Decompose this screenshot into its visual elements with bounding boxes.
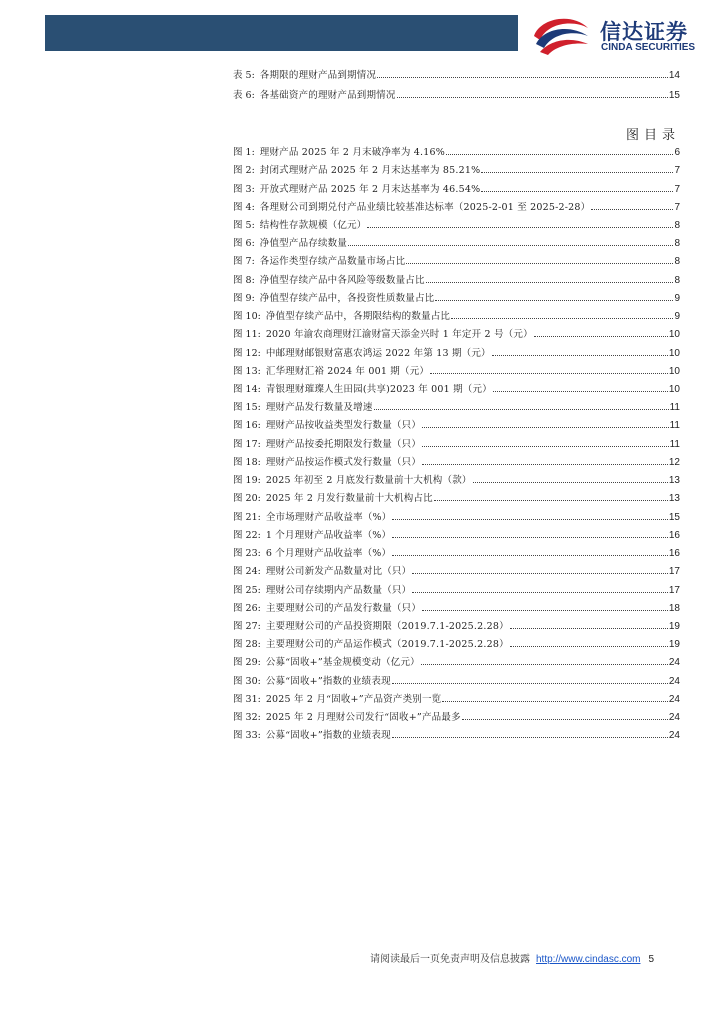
- toc-title: 各运作类型存续产品数量市场占比: [259, 256, 406, 268]
- toc-label: 图 2:: [233, 165, 255, 177]
- toc-leader: [422, 453, 668, 465]
- toc-leader: [377, 66, 668, 78]
- toc-page: 12: [668, 456, 680, 468]
- toc-title: 全市场理财产品收益率（%）: [265, 511, 392, 523]
- toc-entry-figure-7[interactable]: [233, 252, 680, 269]
- toc-title: 汇华理财汇裕 2024 年 001 期（元）: [265, 365, 430, 377]
- toc-entry-figure-20[interactable]: [233, 489, 680, 506]
- toc-page: 24: [668, 712, 680, 724]
- toc-leader: [406, 252, 673, 264]
- toc-leader: [422, 416, 669, 428]
- header-band: [45, 15, 518, 51]
- toc-label: 图 4:: [233, 201, 255, 213]
- toc-label: 图 24:: [233, 566, 261, 578]
- toc-entry-figure-30[interactable]: [233, 672, 680, 689]
- toc-entry-figure-15[interactable]: [233, 398, 680, 415]
- toc-leader: [591, 198, 673, 210]
- toc-title: 主要理财公司的产品投资期限（2019.7.1-2025.2.28）: [265, 621, 509, 632]
- toc-page: 11: [669, 438, 680, 450]
- toc-entry-figure-31[interactable]: [233, 690, 680, 707]
- toc-leader: [412, 581, 668, 593]
- toc-page: 7: [674, 183, 680, 195]
- toc-page: 7: [674, 201, 680, 213]
- toc-entry-figure-33[interactable]: [233, 726, 680, 743]
- toc-entry-figure-21[interactable]: [233, 508, 680, 525]
- toc-entry-figure-26[interactable]: [233, 599, 680, 616]
- toc-title: 公募“固收+”指数的业绩表现: [265, 730, 391, 742]
- toc-page: 15: [668, 90, 680, 101]
- toc-label: 图 20:: [233, 493, 261, 505]
- toc-label: 图 12:: [233, 347, 261, 359]
- toc-page: 24: [668, 657, 680, 669]
- toc-title: 1 个月理财产品收益率（%）: [265, 529, 392, 541]
- toc-label: 图 18:: [233, 456, 261, 468]
- toc-title: 2025 年 2 月发行数量前十大机构占比: [265, 493, 433, 505]
- toc-label: 图 23:: [233, 548, 261, 560]
- toc-page: 17: [668, 584, 680, 596]
- toc-entry-figure-17[interactable]: [233, 435, 680, 452]
- toc-leader: [392, 544, 668, 556]
- toc-entry-figure-32[interactable]: [233, 708, 680, 725]
- toc-label: 图 15:: [233, 402, 261, 414]
- toc-page: 14: [668, 70, 680, 81]
- toc-leader: [510, 635, 668, 647]
- toc-entry-figure-2[interactable]: [233, 161, 680, 178]
- toc-page: 19: [668, 639, 680, 651]
- toc-title: 2020 年渝农商理财江渝财富天添金兴时 1 年定开 2 号（元）: [265, 329, 533, 341]
- toc-title: 理财产品发行数量及增速: [265, 402, 373, 414]
- toc-label: 图 10:: [233, 311, 261, 323]
- toc-leader: [473, 471, 668, 483]
- toc-page: 18: [668, 602, 680, 614]
- toc-entry-figure-12[interactable]: [233, 344, 680, 361]
- toc-label: 图 21:: [233, 511, 261, 523]
- toc-leader: [421, 653, 668, 665]
- toc-page: 10: [668, 347, 680, 359]
- toc-leader: [435, 289, 673, 301]
- toc-entry-figure-19[interactable]: [233, 471, 680, 488]
- toc-label: 图 11:: [233, 329, 261, 341]
- toc-page: 11: [669, 402, 680, 414]
- toc-entry-table-5[interactable]: [233, 66, 680, 83]
- toc-title: 封闭式理财产品 2025 年 2 月末达基率为 85.21%: [259, 165, 481, 177]
- toc-entry-figure-1[interactable]: [233, 143, 680, 160]
- toc-leader: [392, 508, 667, 520]
- toc-leader: [434, 489, 668, 501]
- company-logo: [530, 14, 710, 56]
- toc-title: 理财公司存续期内产品数量（只）: [265, 584, 412, 596]
- toc-page: 9: [674, 292, 680, 304]
- logo-name-cn: 信达证券: [600, 20, 688, 44]
- toc-entry-figure-23[interactable]: [233, 544, 680, 561]
- toc-entry-figure-22[interactable]: [233, 526, 680, 543]
- toc-leader: [392, 526, 668, 538]
- toc-title: 结构性存款规模（亿元）: [259, 219, 367, 231]
- toc-label: 图 9:: [233, 292, 255, 304]
- toc-title: 理财产品按收益类型发行数量（只）: [265, 420, 422, 432]
- toc-label: 图 7:: [233, 256, 255, 268]
- toc-label: 图 13:: [233, 365, 261, 377]
- toc-title: 各理财公司到期兑付产品业绩比较基准达标率（2025-2-01 至 2025-2-28）: [259, 201, 591, 213]
- toc-label: 表 6:: [233, 90, 255, 101]
- toc-leader: [430, 362, 668, 374]
- toc-label: 图 33:: [233, 730, 261, 742]
- toc-leader: [446, 143, 673, 155]
- toc-leader: [534, 325, 668, 337]
- toc-page: 24: [668, 675, 680, 687]
- toc-leader: [510, 617, 668, 629]
- toc-entry-figure-10[interactable]: [233, 307, 680, 324]
- toc-entry-figure-16[interactable]: [233, 416, 680, 433]
- toc-leader: [422, 435, 669, 447]
- toc-title: 各期限的理财产品到期情况: [259, 70, 377, 81]
- toc-entry-figure-5[interactable]: [233, 216, 680, 233]
- toc-label: 图 14:: [233, 384, 261, 395]
- toc-leader: [412, 562, 668, 574]
- toc-entry-figure-3[interactable]: [233, 180, 680, 197]
- figure-index-heading: 图目录: [626, 128, 681, 143]
- toc-title: 净值型存续产品中，各投资性质数量占比: [259, 292, 435, 304]
- toc-label: 图 5:: [233, 219, 255, 231]
- toc-entry-figure-13[interactable]: [233, 362, 680, 379]
- toc-entry-figure-28[interactable]: [233, 635, 680, 652]
- toc-page: 8: [674, 238, 680, 250]
- toc-page: 24: [668, 730, 680, 742]
- toc-page: 24: [668, 693, 680, 705]
- toc-title: 公募“固收+”基金规模变动（亿元）: [265, 657, 420, 669]
- toc-leader: [374, 398, 669, 410]
- toc-entry-table-6[interactable]: [233, 86, 680, 103]
- toc-label: 图 19:: [233, 475, 261, 487]
- toc-leader: [442, 690, 668, 702]
- toc-label: 图 30:: [233, 675, 261, 687]
- toc-leader: [392, 672, 668, 684]
- toc-leader: [481, 180, 673, 192]
- toc-page: 13: [668, 475, 680, 487]
- footer-disclaimer: 请阅读最后一页免责声明及信息披露: [370, 954, 530, 965]
- toc-page: 16: [668, 548, 680, 560]
- toc-title: 2025 年 2 月“固收+”产品资产类别一览: [265, 693, 442, 705]
- toc-title: 主要理财公司的产品发行数量（只）: [265, 602, 422, 614]
- toc-label: 图 32:: [233, 712, 261, 724]
- toc-title: 净值型存续产品中各风险等级数量占比: [259, 274, 425, 286]
- toc-label: 图 22:: [233, 529, 261, 541]
- toc-title: 开放式理财产品 2025 年 2 月末达基率为 46.54%: [259, 183, 481, 195]
- toc-page: 11: [669, 420, 680, 432]
- toc-page: 9: [674, 311, 680, 323]
- toc-label: 图 1:: [233, 147, 255, 158]
- toc-page: 15: [668, 511, 680, 523]
- toc-page: 13: [668, 493, 680, 505]
- toc-title: 理财公司新发产品数量对比（只）: [265, 566, 412, 578]
- toc-label: 图 3:: [233, 183, 255, 195]
- toc-entry-figure-24[interactable]: [233, 562, 680, 579]
- toc-title: 各基础资产的理财产品到期情况: [259, 90, 396, 101]
- toc-leader: [481, 161, 673, 173]
- toc-leader: [492, 344, 668, 356]
- toc-title: 理财产品按运作模式发行数量（只）: [265, 456, 422, 468]
- toc-leader: [348, 234, 673, 246]
- toc-title: 青银理财璀璨人生田园(共享)2023 年 001 期（元）: [265, 384, 492, 395]
- toc-label: 图 28:: [233, 639, 261, 651]
- toc-label: 图 8:: [233, 274, 255, 286]
- toc-page: 8: [674, 256, 680, 268]
- footer-page-number: 5: [648, 954, 655, 965]
- toc-leader: [462, 708, 668, 720]
- toc-page: 8: [674, 274, 680, 286]
- toc-label: 图 25:: [233, 584, 261, 596]
- toc-label: 图 6:: [233, 238, 255, 250]
- cinda-logo-icon: [530, 14, 592, 56]
- toc-title: 理财产品按委托期限发行数量（只）: [265, 438, 422, 450]
- toc-label: 图 26:: [233, 602, 261, 614]
- toc-title: 2025 年 2 月理财公司发行“固收+”产品最多: [265, 712, 461, 724]
- toc-leader: [451, 307, 673, 319]
- toc-entry-figure-18[interactable]: [233, 453, 680, 470]
- toc-leader: [392, 726, 668, 738]
- toc-page: 19: [668, 621, 680, 632]
- toc-title: 6 个月理财产品收益率（%）: [265, 548, 392, 560]
- page-footer: [370, 950, 690, 965]
- toc-page: 16: [668, 529, 680, 541]
- toc-page: 7: [674, 165, 680, 177]
- toc-entry-figure-14[interactable]: [233, 380, 680, 397]
- toc-page: 17: [668, 566, 680, 578]
- toc-title: 主要理财公司的产品运作模式（2019.7.1-2025.2.28）: [265, 639, 509, 651]
- toc-leader: [422, 599, 668, 611]
- footer-website-link[interactable]: http://www.cindasc.com: [536, 954, 641, 965]
- toc-leader: [397, 86, 668, 98]
- toc-entry-figure-8[interactable]: [233, 271, 680, 288]
- toc-entry-figure-25[interactable]: [233, 581, 680, 598]
- toc-title: 净值型存续产品中，各期限结构的数量占比: [265, 311, 451, 323]
- toc-label: 图 31:: [233, 693, 261, 705]
- toc-entry-figure-29[interactable]: [233, 653, 680, 670]
- toc-entry-figure-9[interactable]: [233, 289, 680, 306]
- toc-leader: [493, 380, 668, 392]
- toc-entry-figure-11[interactable]: [233, 325, 680, 342]
- toc-page: 10: [668, 365, 680, 377]
- toc-title: 净值型产品存续数量: [259, 238, 348, 250]
- toc-title: 公募“固收+”指数的业绩表现: [265, 675, 391, 687]
- toc-leader: [367, 216, 673, 228]
- toc-title: 理财产品 2025 年 2 月末破净率为 4.16%: [259, 147, 445, 158]
- toc-page: 8: [674, 219, 680, 231]
- logo-name-en: CINDA SECURITIES: [601, 42, 696, 53]
- toc-label: 图 27:: [233, 621, 261, 632]
- toc-title: 2025 年初至 2 月底发行数量前十大机构（款）: [265, 475, 472, 487]
- toc-entry-figure-27[interactable]: [233, 617, 680, 634]
- toc-label: 表 5:: [233, 70, 255, 81]
- toc-page: 10: [668, 329, 680, 341]
- toc-page: 6: [674, 147, 680, 158]
- toc-leader: [426, 271, 674, 283]
- toc-label: 图 17:: [233, 438, 261, 450]
- toc-entry-figure-6[interactable]: [233, 234, 680, 251]
- toc-label: 图 16:: [233, 420, 261, 432]
- toc-label: 图 29:: [233, 657, 261, 669]
- toc-page: 10: [668, 384, 680, 395]
- toc-entry-figure-4[interactable]: [233, 198, 680, 215]
- toc-title: 中邮理财邮银财富惠农鸿运 2022 年第 13 期（元）: [265, 347, 491, 359]
